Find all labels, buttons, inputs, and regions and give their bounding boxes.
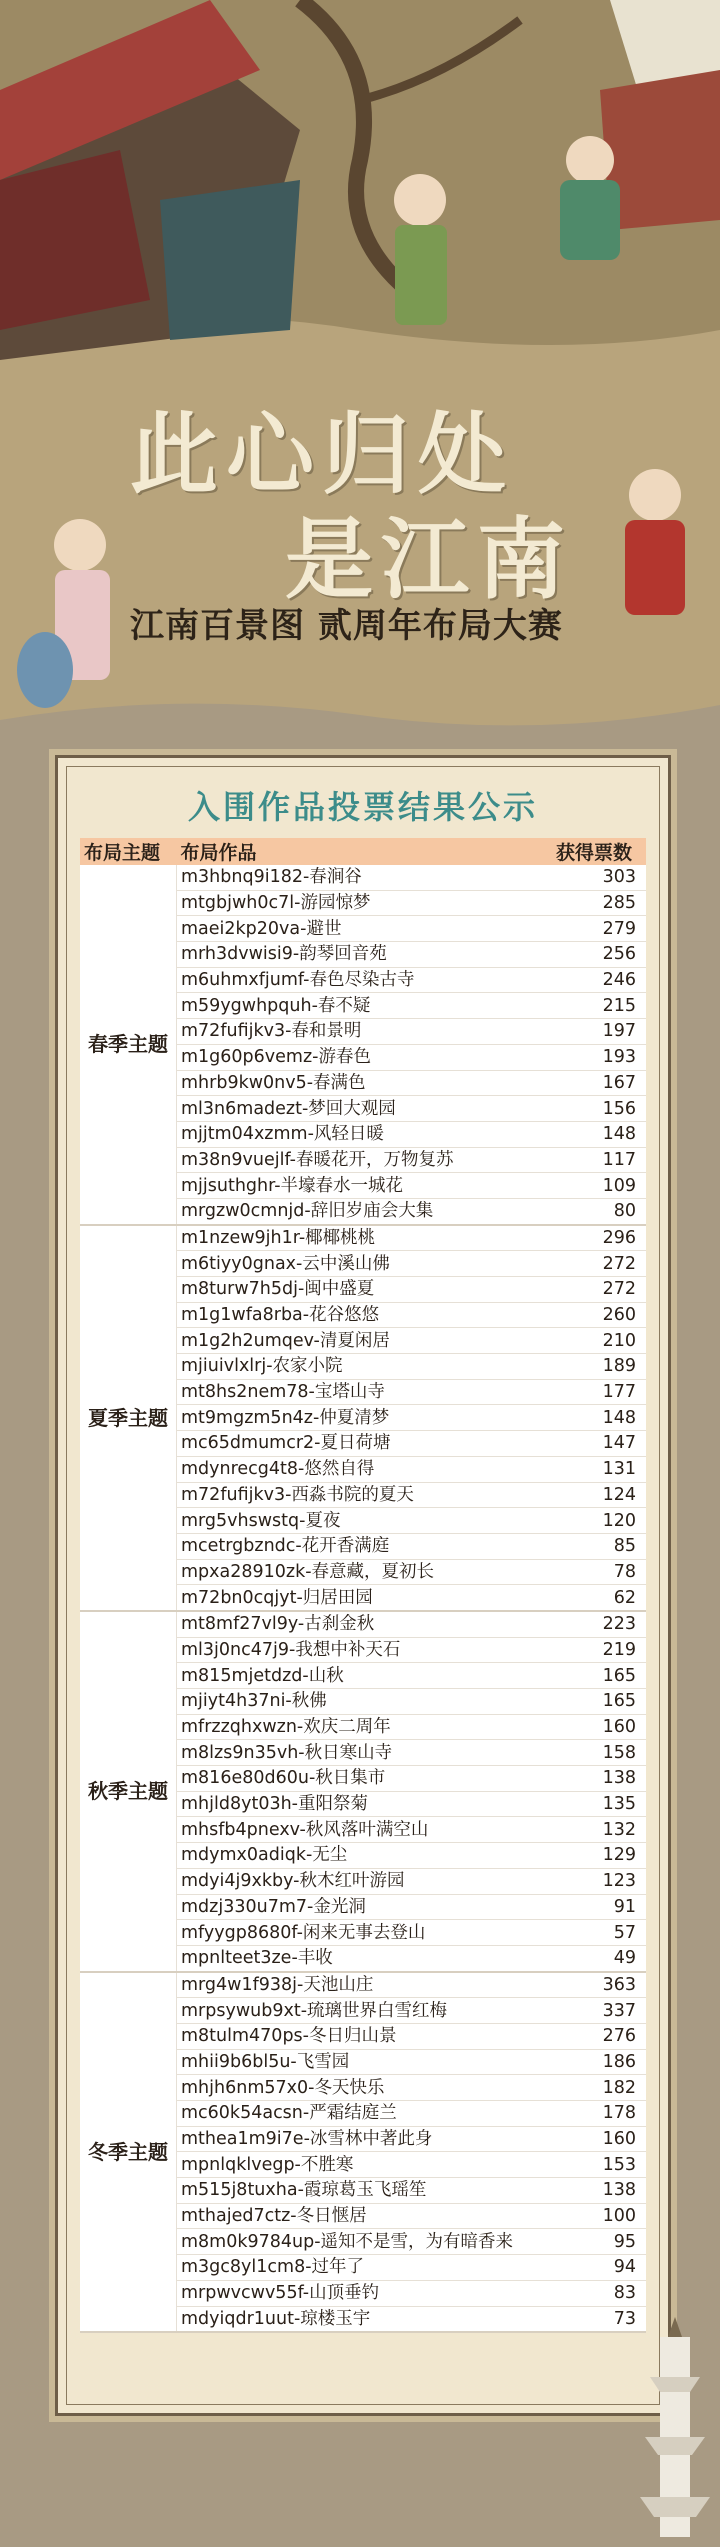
vote-count: 256 xyxy=(542,942,646,968)
season-winter xyxy=(80,1972,646,2333)
banner-subtitle: 江南百景图 贰周年布局大赛 xyxy=(130,606,563,646)
vote-count: 131 xyxy=(542,1456,646,1482)
vote-count: 246 xyxy=(542,967,646,993)
vote-count: 94 xyxy=(542,2255,646,2281)
vote-count: 219 xyxy=(542,1637,646,1663)
work-name: mhii9b6bl5u-飞雪园 xyxy=(177,2049,543,2075)
season-spring xyxy=(80,865,646,1225)
work-name: mfyygp8680f-闲来无事去登山 xyxy=(177,1920,543,1946)
vote-count: 193 xyxy=(542,1044,646,1070)
results-table xyxy=(80,838,646,2333)
work-name: mt8hs2nem78-宝塔山寺 xyxy=(177,1379,543,1405)
vote-count: 80 xyxy=(542,1198,646,1224)
work-name: mdynrecg4t8-悠然自得 xyxy=(177,1456,543,1482)
work-name: m816e80d60u-秋日集市 xyxy=(177,1766,543,1792)
work-name: ml3n6madezt-梦回大观园 xyxy=(177,1096,543,1122)
vote-count: 95 xyxy=(542,2229,646,2255)
vote-count: 296 xyxy=(542,1225,646,1251)
vote-count: 85 xyxy=(542,1533,646,1559)
work-name: m1nzew9jh1r-椰椰桃桃 xyxy=(177,1225,543,1251)
vote-count: 124 xyxy=(542,1482,646,1508)
banner-title-line1: 此心归处 xyxy=(130,402,515,506)
header-theme: 布局主题 xyxy=(80,838,177,865)
vote-count: 272 xyxy=(542,1277,646,1303)
vote-count: 57 xyxy=(542,1920,646,1946)
work-name: m3gc8yl1cm8-过年了 xyxy=(177,2255,543,2281)
work-name: m72fufijkv3-西淼书院的夏天 xyxy=(177,1482,543,1508)
vote-count: 177 xyxy=(542,1379,646,1405)
work-name: mpxa28910zk-春意藏，夏初长 xyxy=(177,1559,543,1585)
work-name: m72bn0cqjyt-归居田园 xyxy=(177,1585,543,1611)
vote-count: 156 xyxy=(542,1096,646,1122)
results-title: 入围作品投票结果公示 xyxy=(187,788,538,826)
work-name: mthajed7ctz-冬日惬居 xyxy=(177,2203,543,2229)
work-name: mrpwvcwv55f-山顶垂钓 xyxy=(177,2280,543,2306)
work-name: mtgbjwh0c7l-游园惊梦 xyxy=(177,890,543,916)
vote-count: 147 xyxy=(542,1431,646,1457)
work-name: maei2kp20va-避世 xyxy=(177,916,543,942)
work-name: mjiyt4h37ni-秋佛 xyxy=(177,1689,543,1715)
work-name: mfrzzqhxwzn-欢庆二周年 xyxy=(177,1714,543,1740)
work-name: m72fufijkv3-春和景明 xyxy=(177,1019,543,1045)
vote-count: 260 xyxy=(542,1302,646,1328)
vote-count: 129 xyxy=(542,1843,646,1869)
work-name: mhsfb4pnexv-秋风落叶满空山 xyxy=(177,1817,543,1843)
vote-count: 158 xyxy=(542,1740,646,1766)
work-name: m8m0k9784up-遥知不是雪，为有暗香来 xyxy=(177,2229,543,2255)
vote-count: 148 xyxy=(542,1405,646,1431)
vote-count: 117 xyxy=(542,1147,646,1173)
vote-count: 91 xyxy=(542,1894,646,1920)
work-name: mjjtm04xzmm-风轻日暖 xyxy=(177,1121,543,1147)
season-autumn xyxy=(80,1611,646,1972)
work-name: mpnlqklvegp-不胜寒 xyxy=(177,2152,543,2178)
work-name: mdyi4j9xkby-秋木红叶游园 xyxy=(177,1868,543,1894)
table-row xyxy=(80,1611,646,1637)
work-name: mdymx0adiqk-无尘 xyxy=(177,1843,543,1869)
work-name: m59ygwhpquh-春不疑 xyxy=(177,993,543,1019)
work-name: mt9mgzm5n4z-仲夏清梦 xyxy=(177,1405,543,1431)
work-name: mthea1m9i7e-冰雪林中著此身 xyxy=(177,2126,543,2152)
work-name: m6uhmxfjumf-春色尽染古寺 xyxy=(177,967,543,993)
work-name: mjiuivlxlrj-农家小院 xyxy=(177,1354,543,1380)
table-row xyxy=(80,865,646,890)
work-name: mjjsuthghr-半壕春水一城花 xyxy=(177,1173,543,1199)
vote-count: 189 xyxy=(542,1354,646,1380)
vote-count: 160 xyxy=(542,1714,646,1740)
banner-title-line2: 是江南 xyxy=(285,507,574,611)
vote-count: 160 xyxy=(542,2126,646,2152)
table-row xyxy=(80,1972,646,1998)
vote-count: 83 xyxy=(542,2280,646,2306)
vote-count: 120 xyxy=(542,1508,646,1534)
vote-count: 138 xyxy=(542,1766,646,1792)
work-name: mcetrgbzndc-花开香满庭 xyxy=(177,1533,543,1559)
pagoda-decoration xyxy=(630,2317,720,2547)
work-name: mhjh6nm57x0-冬天快乐 xyxy=(177,2075,543,2101)
season-label: 秋季主题 xyxy=(80,1611,177,1972)
vote-count: 186 xyxy=(542,2049,646,2075)
vote-count: 165 xyxy=(542,1689,646,1715)
table-header-row xyxy=(80,838,646,865)
vote-count: 165 xyxy=(542,1663,646,1689)
work-name: mdzj330u7m7-金光洞 xyxy=(177,1894,543,1920)
vote-count: 138 xyxy=(542,2178,646,2204)
work-name: mc65dmumcr2-夏日荷塘 xyxy=(177,1431,543,1457)
vote-count: 182 xyxy=(542,2075,646,2101)
work-name: mrg5vhswstq-夏夜 xyxy=(177,1508,543,1534)
vote-count: 100 xyxy=(542,2203,646,2229)
vote-count: 197 xyxy=(542,1019,646,1045)
youth-figure xyxy=(629,469,681,521)
banner-illustration xyxy=(0,0,720,740)
lady-figure xyxy=(54,519,106,571)
vote-count: 303 xyxy=(542,865,646,890)
vote-count: 276 xyxy=(542,2023,646,2049)
season-summer xyxy=(80,1225,646,1611)
work-name: m6tiyy0gnax-云中溪山佛 xyxy=(177,1251,543,1277)
poet-figure xyxy=(566,136,614,184)
vase xyxy=(17,632,73,708)
work-name: m3hbnq9i182-春涧谷 xyxy=(177,865,543,890)
work-name: mhrb9kw0nv5-春满色 xyxy=(177,1070,543,1096)
results-panel xyxy=(55,755,671,2416)
work-name: m8tulm470ps-冬日归山景 xyxy=(177,2023,543,2049)
work-name: m8turw7h5dj-闽中盛夏 xyxy=(177,1277,543,1303)
vote-count: 210 xyxy=(542,1328,646,1354)
vote-count: 337 xyxy=(542,1998,646,2024)
work-name: mrgzw0cmnjd-辞旧岁庙会大集 xyxy=(177,1198,543,1224)
work-name: m815mjetdzd-山秋 xyxy=(177,1663,543,1689)
vote-count: 153 xyxy=(542,2152,646,2178)
vote-count: 123 xyxy=(542,1868,646,1894)
work-name: m515j8tuxha-霞琼葛玉飞瑶笙 xyxy=(177,2178,543,2204)
vote-count: 178 xyxy=(542,2101,646,2127)
vote-count: 62 xyxy=(542,1585,646,1611)
work-name: m1g2h2umqev-清夏闲居 xyxy=(177,1328,543,1354)
vote-count: 167 xyxy=(542,1070,646,1096)
header-work: 布局作品 xyxy=(177,838,543,865)
work-name: m38n9vuejlf-春暖花开，万物复苏 xyxy=(177,1147,543,1173)
work-name: mhjld8yt03h-重阳祭菊 xyxy=(177,1791,543,1817)
season-label: 春季主题 xyxy=(80,865,177,1225)
season-label: 夏季主题 xyxy=(80,1225,177,1611)
work-name: mrg4w1f938j-天池山庄 xyxy=(177,1972,543,1998)
vote-count: 363 xyxy=(542,1972,646,1998)
work-name: mc60k54acsn-严霜结庭兰 xyxy=(177,2101,543,2127)
vote-count: 135 xyxy=(542,1791,646,1817)
scholar-figure xyxy=(394,174,446,226)
vote-count: 78 xyxy=(542,1559,646,1585)
work-name: mrpsywub9xt-琉璃世界白雪红梅 xyxy=(177,1998,543,2024)
river xyxy=(160,180,300,340)
vote-count: 215 xyxy=(542,993,646,1019)
work-name: mrh3dvwisi9-韵琴回音苑 xyxy=(177,942,543,968)
vote-count: 148 xyxy=(542,1121,646,1147)
work-name: mt8mf27vl9y-古刹金秋 xyxy=(177,1611,543,1637)
work-name: mdyiqdr1uut-琼楼玉宇 xyxy=(177,2306,543,2332)
work-name: mpnlteet3ze-丰收 xyxy=(177,1945,543,1971)
work-name: m8lzs9n35vh-秋日寒山寺 xyxy=(177,1740,543,1766)
vote-count: 109 xyxy=(542,1173,646,1199)
table-row xyxy=(80,1225,646,1251)
vote-count: 223 xyxy=(542,1611,646,1637)
vote-count: 272 xyxy=(542,1251,646,1277)
vote-count: 73 xyxy=(542,2306,646,2332)
vote-count: 49 xyxy=(542,1945,646,1971)
vote-count: 132 xyxy=(542,1817,646,1843)
season-label: 冬季主题 xyxy=(80,1972,177,2333)
work-name: ml3j0nc47j9-我想中补天石 xyxy=(177,1637,543,1663)
work-name: m1g1wfa8rba-花谷悠悠 xyxy=(177,1302,543,1328)
header-votes: 获得票数 xyxy=(542,838,646,865)
vote-count: 279 xyxy=(542,916,646,942)
work-name: m1g60p6vemz-游春色 xyxy=(177,1044,543,1070)
vote-count: 285 xyxy=(542,890,646,916)
